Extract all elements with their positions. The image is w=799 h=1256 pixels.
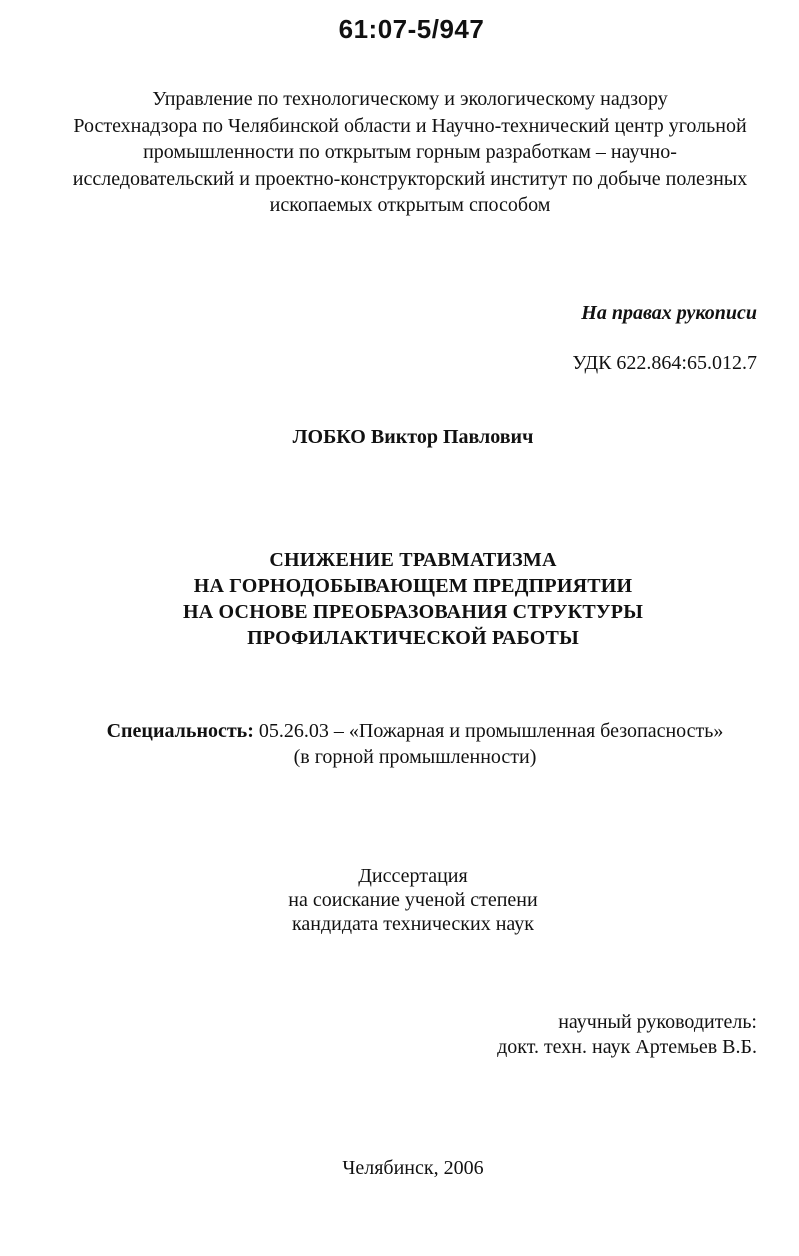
organization-line: Управление по технологическому и экологическому надзору [152, 88, 668, 110]
title-line: ПРОФИЛАКТИЧЕСКОЙ РАБОТЫ [247, 627, 579, 649]
organization-line: исследовательский и проектно-конструкторский институт по добыче полезных [72, 167, 748, 190]
specialty-note: (в горной промышленности) [293, 746, 537, 768]
specialty-block [0, 718, 799, 770]
title-line: НА ОСНОВЕ ПРЕОБРАЗОВАНИЯ СТРУКТУРЫ [182, 601, 644, 623]
degree-line: Диссертация [358, 865, 468, 887]
organization-block [0, 86, 799, 219]
supervisor-block [497, 1010, 757, 1060]
title-line: СНИЖЕНИЕ ТРАВМАТИЗМА [269, 549, 557, 571]
organization-line: промышленности по открытым горным разработкам – научно- [143, 141, 677, 163]
specialty-line [0, 718, 799, 744]
dissertation-title [0, 547, 799, 651]
supervisor-name: докт. техн. наук Артемьев В.Б. [497, 1036, 757, 1058]
organization-line: Ростехнадзора по Челябинской области и Научно-технический центр угольной [73, 114, 747, 137]
city-and-year: Челябинск, 2006 [342, 1157, 484, 1179]
degree-line: кандидата технических наук [291, 913, 535, 935]
author-name: ЛОБКО Виктор Павлович [292, 426, 534, 448]
organization-line: ископаемых открытым способом [269, 194, 551, 216]
supervisor-label: научный руководитель: [558, 1011, 757, 1033]
manuscript-note: На правах рукописи [581, 302, 757, 324]
archive-code: 61:07-5/947 [338, 14, 485, 44]
degree-statement [0, 864, 799, 936]
title-line: НА ГОРНОДОБЫВАЮЩЕМ ПРЕДПРИЯТИИ [193, 575, 633, 597]
udc-code: УДК 622.864:65.012.7 [572, 352, 757, 374]
specialty-value: 05.26.03 – «Пожарная и промышленная безопасность» [253, 720, 724, 742]
degree-line: на соискание ученой степени [288, 889, 538, 911]
specialty-label: Специальность: [106, 720, 254, 742]
